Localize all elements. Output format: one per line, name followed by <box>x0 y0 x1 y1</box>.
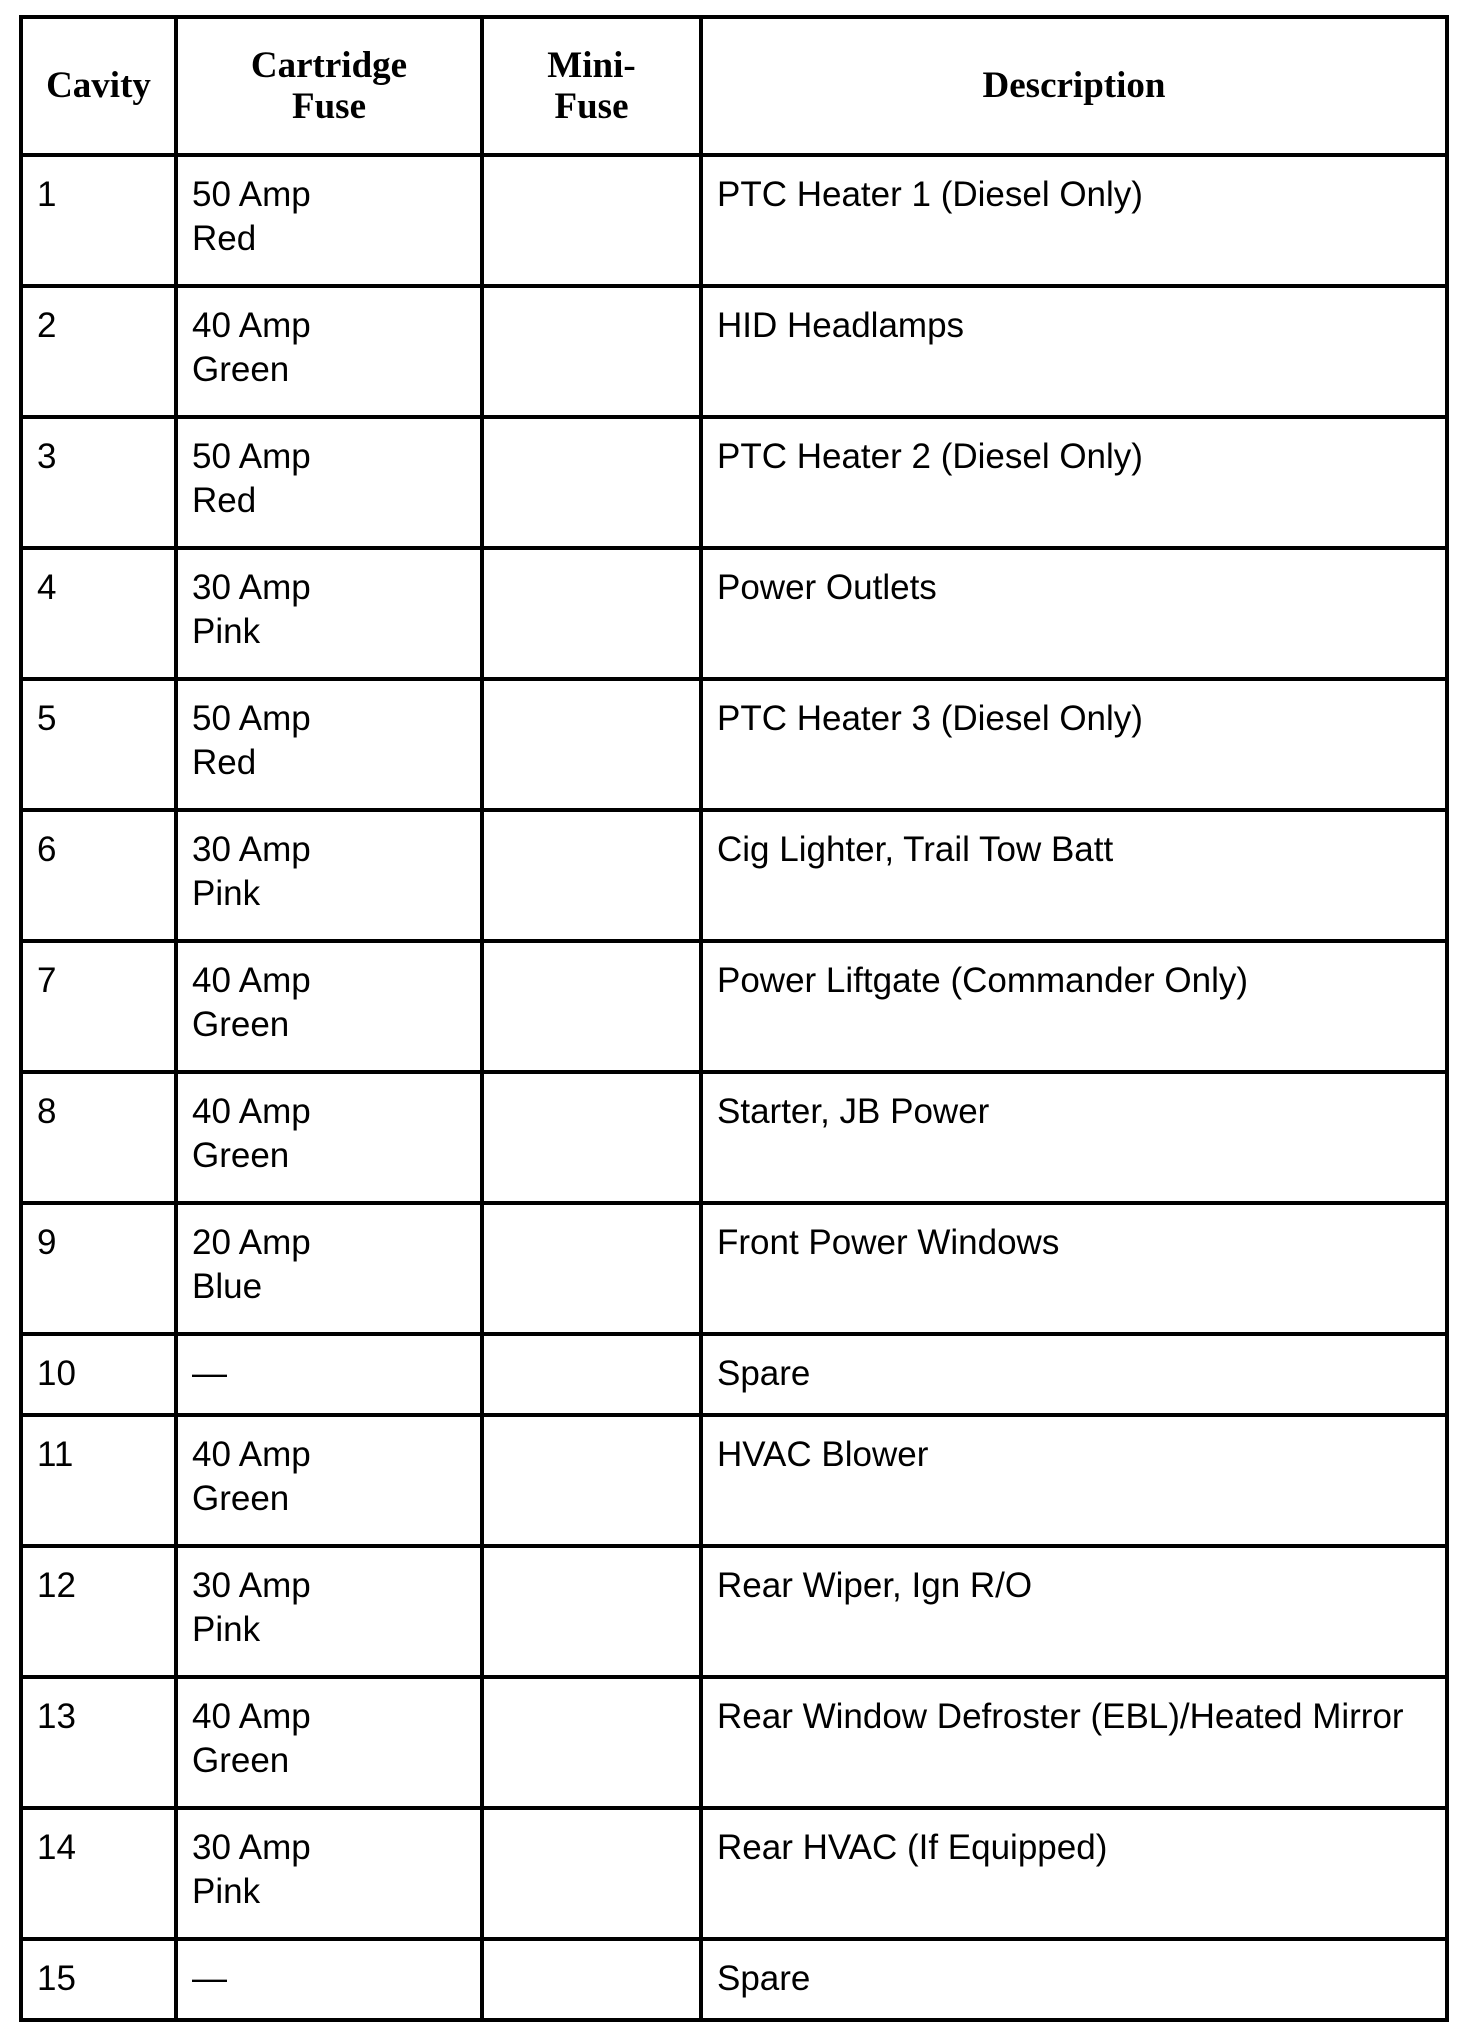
cell-cavity: 12 <box>21 1546 176 1677</box>
table-row <box>21 1939 1447 2020</box>
cell-description: Power Liftgate (Commander Only) <box>701 941 1447 1072</box>
cell-description: PTC Heater 1 (Diesel Only) <box>701 155 1447 286</box>
table-row <box>21 417 1447 548</box>
table-row <box>21 548 1447 679</box>
cartridge-amp: 40 Amp <box>192 961 311 1000</box>
cell-cavity: 13 <box>21 1677 176 1808</box>
cell-cavity: 10 <box>21 1334 176 1415</box>
cell-cartridge-fuse <box>176 810 482 941</box>
cell-mini-fuse <box>482 1203 701 1334</box>
cartridge-amp: 40 Amp <box>192 306 311 345</box>
cell-cavity: 5 <box>21 679 176 810</box>
cell-description: Cig Lighter, Trail Tow Batt <box>701 810 1447 941</box>
cartridge-amp: 30 Amp <box>192 568 311 607</box>
cell-cavity: 2 <box>21 286 176 417</box>
table-row <box>21 1072 1447 1203</box>
cell-description: Starter, JB Power <box>701 1072 1447 1203</box>
cartridge-color: Green <box>192 1479 290 1518</box>
header-mini-fuse: Mini-Fuse <box>482 17 701 155</box>
cell-mini-fuse <box>482 1334 701 1415</box>
table-row <box>21 1677 1447 1808</box>
cell-mini-fuse <box>482 1415 701 1546</box>
cartridge-color: Blue <box>192 1267 263 1306</box>
cell-cartridge-fuse <box>176 679 482 810</box>
cell-description: Power Outlets <box>701 548 1447 679</box>
cell-description: Spare <box>701 1939 1447 2020</box>
cartridge-amp: 40 Amp <box>192 1435 311 1474</box>
cell-description: Rear HVAC (If Equipped) <box>701 1808 1447 1939</box>
cell-mini-fuse <box>482 1677 701 1808</box>
cell-cartridge-fuse <box>176 1546 482 1677</box>
cell-cavity: 14 <box>21 1808 176 1939</box>
fuse-table <box>19 15 1449 2022</box>
table-row <box>21 1546 1447 1677</box>
cell-cartridge-fuse <box>176 1808 482 1939</box>
table-row <box>21 941 1447 1072</box>
cartridge-color: Green <box>192 1005 290 1044</box>
cartridge-color: Pink <box>192 1872 261 1911</box>
cartridge-amp: 50 Amp <box>192 175 311 214</box>
cell-mini-fuse <box>482 286 701 417</box>
cell-mini-fuse <box>482 941 701 1072</box>
cell-mini-fuse <box>482 1808 701 1939</box>
cell-description: Spare <box>701 1334 1447 1415</box>
cartridge-amp: 30 Amp <box>192 830 311 869</box>
cartridge-color: Red <box>192 743 257 782</box>
cell-description: Front Power Windows <box>701 1203 1447 1334</box>
cartridge-color: Green <box>192 350 290 389</box>
cell-description: Rear Window Defroster (EBL)/Heated Mirror <box>701 1677 1447 1808</box>
cell-description: PTC Heater 2 (Diesel Only) <box>701 417 1447 548</box>
cell-mini-fuse <box>482 1072 701 1203</box>
table-header-row <box>21 17 1447 155</box>
cell-mini-fuse <box>482 155 701 286</box>
cell-cavity: 15 <box>21 1939 176 2020</box>
cell-description: HID Headlamps <box>701 286 1447 417</box>
cell-cartridge-fuse <box>176 1939 482 2020</box>
cell-mini-fuse <box>482 548 701 679</box>
table-row <box>21 679 1447 810</box>
cartridge-amp: 50 Amp <box>192 699 311 738</box>
table-row <box>21 810 1447 941</box>
cell-mini-fuse <box>482 1546 701 1677</box>
cell-cavity: 6 <box>21 810 176 941</box>
cell-cartridge-fuse <box>176 1415 482 1546</box>
header-cavity: Cavity <box>21 17 176 155</box>
cell-cartridge-fuse <box>176 155 482 286</box>
cell-cavity: 1 <box>21 155 176 286</box>
cell-cartridge-fuse <box>176 1203 482 1334</box>
cartridge-color: Red <box>192 219 257 258</box>
cell-cavity: 11 <box>21 1415 176 1546</box>
cell-cavity: 7 <box>21 941 176 1072</box>
table-row <box>21 1203 1447 1334</box>
header-cartridge-fuse: Cartridge Fuse <box>176 17 482 155</box>
cell-mini-fuse <box>482 1939 701 2020</box>
cartridge-amp: 30 Amp <box>192 1566 311 1605</box>
cell-cartridge-fuse <box>176 941 482 1072</box>
cell-description: HVAC Blower <box>701 1415 1447 1546</box>
table-row <box>21 1808 1447 1939</box>
cartridge-color: Green <box>192 1741 290 1780</box>
cartridge-color: Pink <box>192 874 261 913</box>
cartridge-amp: 30 Amp <box>192 1828 311 1867</box>
cartridge-amp: 50 Amp <box>192 437 311 476</box>
cell-description: PTC Heater 3 (Diesel Only) <box>701 679 1447 810</box>
cartridge-color: Pink <box>192 1610 261 1649</box>
cell-cartridge-fuse <box>176 286 482 417</box>
cell-mini-fuse <box>482 679 701 810</box>
cell-cartridge-fuse <box>176 548 482 679</box>
cartridge-color: Red <box>192 481 257 520</box>
cell-mini-fuse <box>482 417 701 548</box>
cell-cartridge-fuse <box>176 1677 482 1808</box>
cartridge-amp: 20 Amp <box>192 1223 311 1262</box>
cell-cavity: 8 <box>21 1072 176 1203</box>
cell-cartridge-fuse <box>176 1334 482 1415</box>
header-description: Description <box>701 17 1447 155</box>
cell-cartridge-fuse <box>176 417 482 548</box>
cartridge-amp: — <box>192 1959 227 1998</box>
table-row <box>21 286 1447 417</box>
cell-mini-fuse <box>482 810 701 941</box>
cell-description: Rear Wiper, Ign R/O <box>701 1546 1447 1677</box>
cartridge-amp: — <box>192 1354 227 1393</box>
cell-cavity: 4 <box>21 548 176 679</box>
table-body <box>21 155 1447 2020</box>
cartridge-color: Pink <box>192 612 261 651</box>
table-row <box>21 155 1447 286</box>
table-row <box>21 1334 1447 1415</box>
cell-cavity: 9 <box>21 1203 176 1334</box>
table-row <box>21 1415 1447 1546</box>
cartridge-amp: 40 Amp <box>192 1697 311 1736</box>
cartridge-amp: 40 Amp <box>192 1092 311 1131</box>
cell-cartridge-fuse <box>176 1072 482 1203</box>
cartridge-color: Green <box>192 1136 290 1175</box>
cell-cavity: 3 <box>21 417 176 548</box>
